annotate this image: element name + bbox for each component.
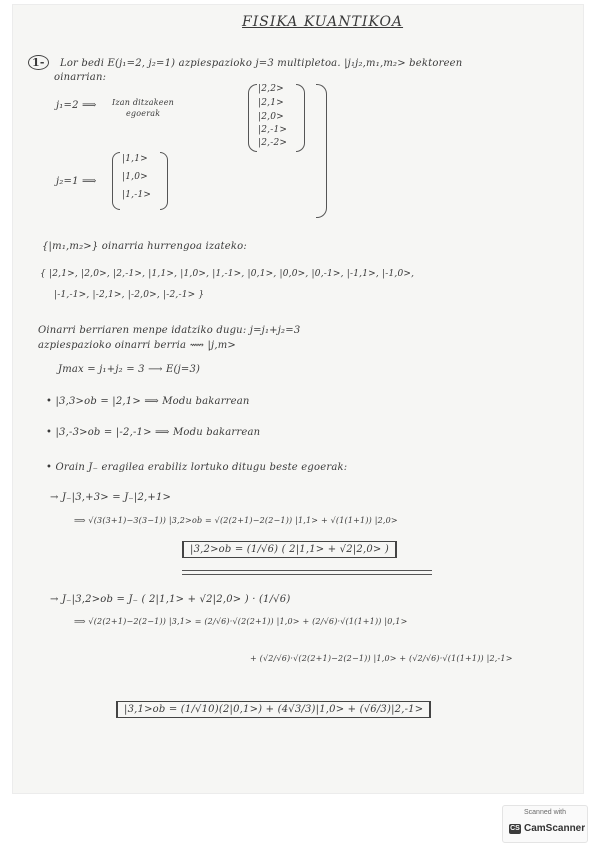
j1-state: |2,2> [258, 84, 284, 94]
j1-note-line-2: egoerak [126, 109, 161, 118]
result1-underline [182, 570, 432, 575]
page-title: FISIKA KUANTIKOA [242, 14, 404, 30]
basis-intro: {|m₁,m₂>} oinarria hurrengoa izateko: [42, 241, 247, 252]
result2: |3,1>ob = (1/√10)(2|0,1>) + (4√3/3)|1,0> + (√6/3)|2,-1> [116, 701, 431, 718]
bullet-item: • |3,3>ob = |2,1> ⟹ Modu bakarrean [46, 396, 250, 407]
camscanner-name: CamScanner [524, 823, 586, 834]
jmax-line: Jmax = j₁+j₂ = 3 ⟶ E(j=3) [58, 364, 201, 375]
j2-label: j₂=1 ⟹ [56, 176, 97, 187]
statement-line-1: Lor bedi E(j₁=2, j₂=1) azpiespazioko j=3 multipletoa. |j₁j₂,m₁,m₂> bektoreen [60, 58, 463, 69]
j1-state: |2,0> [258, 112, 284, 122]
j2-state: |1,0> [122, 172, 148, 182]
result1: |3,2>ob = (1/√6) ( 2|1,1> + √2|2,0> ) [182, 541, 397, 558]
step1-line-b: ⟹ √(3(3+1)−3(3−1)) |3,2>ob = √(2(2+1)−2(2−1)) |1,1> + √(1(1+1)) |2,0> [74, 516, 398, 525]
j1-state: |2,1> [258, 98, 284, 108]
j1-note-line-1: Izan ditzakeen [112, 98, 174, 107]
step1-line-a: → J₋|3,+3> = J₋|2,+1> [50, 492, 172, 503]
j2-state: |1,1> [122, 154, 148, 164]
basis-line-2: |-1,-1>, |-2,1>, |-2,0>, |-2,-1> } [54, 290, 205, 300]
j2-left-brace [112, 152, 120, 210]
j2-right-brace [160, 152, 168, 210]
camscanner-logo-icon: CS [510, 825, 520, 832]
step2-line-b: ⟹ √(2(2+1)−2(2−1)) |3,1> = (2/√6)·√(2(2+1)) |1,0> + (2/√6)·√(1(1+1)) |0,1> [74, 617, 408, 626]
camscanner-badge [502, 805, 588, 843]
j1-right-brace [296, 84, 305, 152]
exercise-number: 1- [28, 56, 49, 69]
result2-box [116, 704, 431, 715]
projection-line-1: Oinarri berriaren menpe idatziko dugu: j=j₁+j₂=3 [38, 325, 301, 336]
bullet-item: • Orain J₋ eragilea erabiliz lortuko ditugu beste egoerak: [46, 462, 348, 473]
basis-line-1: { |2,1>, |2,0>, |2,-1>, |1,1>, |1,0>, |1,-1>, |0,1>, |0,0>, |0,-1>, |-1,1>, |-1,0>, [40, 269, 415, 279]
step2-line-c: + (√2/√6)·√(2(2+1)−2(2−1)) |1,0> + (√2/√6)·√(1(1+1)) |2,-1> [250, 654, 513, 663]
j1-state: |2,-2> [258, 138, 288, 148]
j1-left-brace [248, 84, 257, 152]
j1-label: j₁=2 ⟹ [56, 100, 97, 111]
scanned-with-label: Scanned with [523, 809, 567, 816]
bullet-item: • |3,-3>ob = |-2,-1> ⟹ Modu bakarrean [46, 427, 261, 438]
statement-line-2: oinarrian: [54, 72, 107, 83]
j2-state: |1,-1> [122, 190, 152, 200]
step2-line-a: → J₋|3,2>ob = J₋ ( 2|1,1> + √2|2,0> ) · (1/√6) [50, 594, 291, 605]
j1-state: |2,-1> [258, 125, 288, 135]
combined-brace [316, 84, 327, 218]
result1-box [182, 544, 397, 555]
projection-line-2: azpiespazioko oinarri berria ⟿ |j,m> [38, 340, 236, 351]
